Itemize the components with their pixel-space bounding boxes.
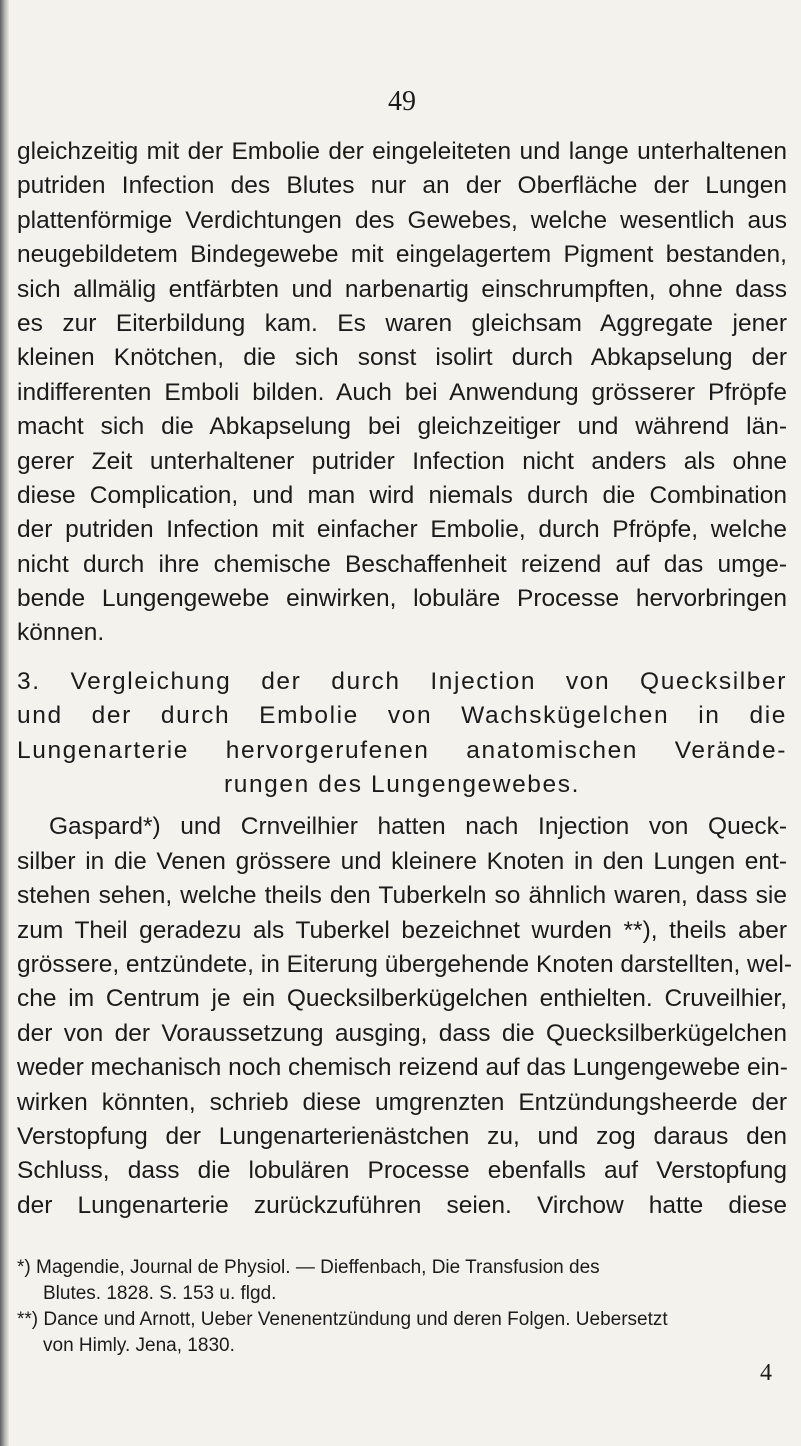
text-line: kleinen Knötchen, die sich sonst isolirt durch Abkapselung der <box>17 344 787 372</box>
text-line: Schluss, dass die lobulären Processe ebenfalls auf Verstopfung <box>17 1157 787 1185</box>
heading-line: 3. Vergleichung der durch Injection von Quecksilber <box>17 667 787 695</box>
text-line: silber in die Venen grössere und kleinere Knoten in den Lungen ent- <box>17 847 787 875</box>
text-line: es zur Eiterbildung kam. Es waren gleichsam Aggregate jener <box>17 309 787 337</box>
text-line: putriden Infection des Blutes nur an der Oberfläche der Lungen <box>17 172 787 200</box>
text-line: nicht durch ihre chemische Beschaffenheit reizend auf das umge- <box>17 550 787 578</box>
text-line: neugebildetem Bindegewebe mit eingelagertem Pigment bestanden, <box>17 241 787 269</box>
text-line: wirken könnten, schrieb diese umgrenzten Entzündungsheerde der <box>17 1088 787 1116</box>
text-line: grössere, entzündete, in Eiterung übergehende Knoten darstellten, wel- <box>17 950 792 978</box>
signature-mark: 4 <box>760 1360 772 1386</box>
text-line: diese Complication, und man wird niemals durch die Combination <box>17 481 787 509</box>
section-heading <box>17 665 787 803</box>
binding-edge <box>0 0 9 1446</box>
body-text <box>17 135 792 1223</box>
footnote-line: *) Magendie, Journal de Physiol. — Dieffenbach, Die Transfusion des <box>17 1257 600 1278</box>
section-gap <box>17 651 787 665</box>
footnotes <box>17 1255 787 1359</box>
text-line: bende Lungengewebe einwirken, lobuläre Processe hervorbringen <box>17 585 787 613</box>
text-line: indifferenten Emboli bilden. Auch bei Anwendung grösserer Pfröpfe <box>17 378 787 406</box>
text-line: macht sich die Abkapselung bei gleichzeitiger und während län- <box>17 413 787 441</box>
text-line: gleichzeitig mit der Embolie der eingeleiteten und lange unterhaltenen <box>17 138 787 165</box>
heading-line: Lungenarterie hervorgerufenen anatomischen Verände- <box>17 736 787 764</box>
footnote-line: **) Dance und Arnott, Ueber Venenentzündung und deren Folgen. Uebersetzt <box>17 1309 668 1330</box>
text-line: sich allmälig entfärbten und narbenartig einschrumpften, ohne dass <box>17 275 787 303</box>
page-number: 49 <box>388 86 416 117</box>
text-line: Gaspard*) und Crnveilhier hatten nach Injection von Queck- <box>49 813 787 841</box>
heading-line: und der durch Embolie von Wachskügelchen in die <box>17 702 787 730</box>
text-line: zum Theil geradezu als Tuberkel bezeichnet wurden **), theils aber <box>17 916 787 944</box>
text-line: der putriden Infection mit einfacher Embolie, durch Pfröpfe, welche <box>17 516 787 544</box>
text-line: weder mechanisch noch chemisch reizend auf das Lungengewebe ein- <box>17 1054 788 1082</box>
heading-line: rungen des Lungengewebes. <box>223 771 581 799</box>
text-line: der von der Voraussetzung ausging, dass die Quecksilberkügelchen <box>17 1019 787 1047</box>
text-line: Verstopfung der Lungenarterienästchen zu, und zog daraus den <box>17 1122 787 1150</box>
text-line: gerer Zeit unterhaltener putrider Infection nicht anders als ohne <box>17 447 787 475</box>
text-line: der Lungenarterie zurückzuführen seien. Virchow hatte diese <box>17 1191 787 1219</box>
text-line: che im Centrum je ein Quecksilberkügelchen enthielten. Cruveilhier, <box>17 985 787 1013</box>
paragraph-gap <box>17 802 787 810</box>
paragraph-2 <box>17 810 792 1223</box>
text-line: plattenförmige Verdichtungen des Gewebes, welche wesentlich aus <box>17 206 787 234</box>
footnote-line: von Himly. Jena, 1830. <box>43 1335 235 1356</box>
footnote-line: Blutes. 1828. S. 153 u. flgd. <box>43 1283 277 1304</box>
text-line: stehen sehen, welche theils den Tuberkeln so ähnlich waren, dass sie <box>17 882 787 910</box>
paragraph-1 <box>17 135 787 651</box>
text-line: können. <box>17 619 105 647</box>
